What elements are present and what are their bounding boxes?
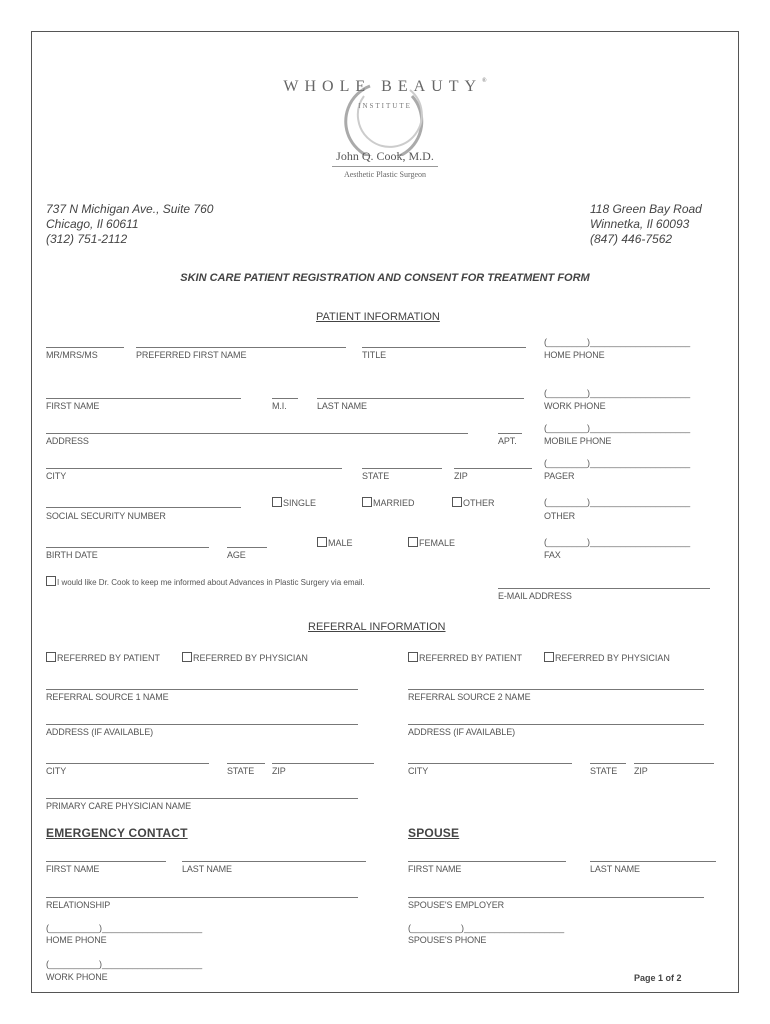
doctor-name: John Q. Cook, M.D. (336, 149, 434, 163)
referral-city-1-field[interactable] (46, 763, 209, 764)
emergency-last-name-field[interactable] (182, 861, 366, 862)
brand-institute: INSTITUTE (358, 102, 412, 110)
home-phone-label: HOME PHONE (544, 350, 605, 360)
section-referral-information: REFERRAL INFORMATION (308, 621, 446, 633)
checkbox-box-icon (362, 497, 372, 507)
brand-logo: WHOLE BEAUTY® (283, 78, 487, 95)
city-field[interactable] (46, 468, 342, 469)
title-field[interactable] (362, 347, 526, 348)
pcp-field[interactable] (46, 798, 358, 799)
pcp-label: PRIMARY CARE PHYSICIAN NAME (46, 801, 192, 811)
referral-address-2-field[interactable] (408, 724, 704, 725)
referral-state-1-label: STATE (227, 766, 255, 776)
spouse-phone-label: SPOUSE'S PHONE (408, 935, 487, 945)
checkbox-box-icon (317, 537, 327, 547)
section-patient-information: PATIENT INFORMATION (316, 311, 440, 323)
referral-state-2-field[interactable] (590, 763, 626, 764)
referral-zip-2-label: ZIP (634, 766, 648, 776)
referred-by-physician-1-checkbox[interactable]: REFERRED BY PHYSICIAN (182, 652, 308, 663)
spouse-last-name-label: LAST NAME (590, 864, 640, 874)
last-name-field[interactable] (317, 398, 524, 399)
referral-state-2-label: STATE (590, 766, 618, 776)
zip-label: ZIP (454, 471, 468, 481)
mobile-phone-label: MOBILE PHONE (544, 436, 612, 446)
apt-label: APT. (498, 436, 517, 446)
married-checkbox[interactable]: MARRIED (362, 497, 415, 508)
relationship-label: RELATIONSHIP (46, 900, 111, 910)
spouse-first-name-label: FIRST NAME (408, 864, 462, 874)
checkbox-box-icon (544, 652, 554, 662)
referred-by-patient-1-checkbox[interactable]: REFERRED BY PATIENT (46, 652, 160, 663)
referral-source-2-field[interactable] (408, 689, 704, 690)
spouse-employer-field[interactable] (408, 897, 704, 898)
first-name-label: FIRST NAME (46, 401, 100, 411)
work-phone-field[interactable]: (________)____________________ (544, 388, 691, 398)
checkbox-box-icon (46, 652, 56, 662)
checkbox-box-icon (46, 576, 56, 586)
zip-field[interactable] (454, 468, 532, 469)
referral-address-1-field[interactable] (46, 724, 358, 725)
other-phone-label: OTHER (544, 511, 576, 521)
address-label: ADDRESS (46, 436, 89, 446)
pager-label: PAGER (544, 471, 575, 481)
preferred-first-name-label: PREFERRED FIRST NAME (136, 350, 247, 360)
mobile-phone-field[interactable]: (________)____________________ (544, 423, 691, 433)
checkbox-box-icon (408, 652, 418, 662)
birth-date-field[interactable] (46, 547, 209, 548)
pager-field[interactable]: (________)____________________ (544, 458, 691, 468)
form-title: SKIN CARE PATIENT REGISTRATION AND CONSENT FOR TREATMENT FORM (180, 272, 590, 284)
referral-city-2-label: CITY (408, 766, 429, 776)
first-name-field[interactable] (46, 398, 241, 399)
referral-city-2-field[interactable] (408, 763, 572, 764)
emergency-work-phone-field[interactable]: (__________)____________________ (46, 959, 203, 969)
title-label: TITLE (362, 350, 387, 360)
address-field[interactable] (46, 433, 468, 434)
city-label: CITY (46, 471, 67, 481)
female-checkbox[interactable]: FEMALE (408, 537, 455, 548)
apt-field[interactable] (498, 433, 522, 434)
doctor-role: Aesthetic Plastic Surgeon (343, 170, 427, 179)
referral-state-1-field[interactable] (227, 763, 265, 764)
fax-field[interactable]: (________)____________________ (544, 537, 691, 547)
age-field[interactable] (227, 547, 267, 548)
referral-address-1-label: ADDRESS (IF AVAILABLE) (46, 727, 153, 737)
fax-label: FAX (544, 550, 561, 560)
mr-label: MR/MRS/MS (46, 350, 98, 360)
referred-by-physician-2-checkbox[interactable]: REFERRED BY PHYSICIAN (544, 652, 670, 663)
home-phone-field[interactable]: (________)____________________ (544, 337, 691, 347)
work-phone-label: WORK PHONE (544, 401, 606, 411)
emergency-home-phone-field[interactable]: (__________)____________________ (46, 923, 203, 933)
emergency-work-phone-label: WORK PHONE (46, 972, 108, 982)
referral-city-1-label: CITY (46, 766, 67, 776)
address-left: 737 N Michigan Ave., Suite 760 Chicago, Il 60611 (312) 751-2112 (46, 202, 214, 246)
state-field[interactable] (362, 468, 442, 469)
other-status-checkbox[interactable]: OTHER (452, 497, 495, 508)
single-checkbox[interactable]: SINGLE (272, 497, 316, 508)
male-checkbox[interactable]: MALE (317, 537, 353, 548)
email-label: E-MAIL ADDRESS (498, 591, 572, 601)
emergency-first-name-field[interactable] (46, 861, 166, 862)
preferred-first-name-field[interactable] (136, 347, 346, 348)
emergency-first-name-label: FIRST NAME (46, 864, 100, 874)
referral-zip-1-field[interactable] (272, 763, 374, 764)
mi-label: M.I. (272, 401, 287, 411)
age-label: AGE (227, 550, 246, 560)
emergency-last-name-label: LAST NAME (182, 864, 232, 874)
state-label: STATE (362, 471, 390, 481)
section-emergency-contact: EMERGENCY CONTACT (46, 826, 188, 840)
birth-date-label: BIRTH DATE (46, 550, 98, 560)
mi-field[interactable] (272, 398, 298, 399)
checkbox-box-icon (182, 652, 192, 662)
referred-by-patient-2-checkbox[interactable]: REFERRED BY PATIENT (408, 652, 522, 663)
referral-source-1-label: REFERRAL SOURCE 1 NAME (46, 692, 169, 702)
relationship-field[interactable] (46, 897, 358, 898)
address-right: 118 Green Bay Road Winnetka, Il 60093 (847) 446-7562 (590, 202, 702, 246)
spouse-last-name-field[interactable] (590, 861, 716, 862)
referral-source-2-label: REFERRAL SOURCE 2 NAME (408, 692, 531, 702)
checkbox-box-icon (408, 537, 418, 547)
referral-zip-2-field[interactable] (634, 763, 714, 764)
checkbox-box-icon (452, 497, 462, 507)
mr-field[interactable] (46, 347, 124, 348)
ssn-field[interactable] (46, 507, 241, 508)
spouse-employer-label: SPOUSE'S EMPLOYER (408, 900, 505, 910)
referral-zip-1-label: ZIP (272, 766, 286, 776)
spouse-phone-field[interactable]: (__________)____________________ (408, 923, 565, 933)
ssn-label: SOCIAL SECURITY NUMBER (46, 511, 166, 521)
emergency-home-phone-label: HOME PHONE (46, 935, 107, 945)
referral-address-2-label: ADDRESS (IF AVAILABLE) (408, 727, 515, 737)
referral-source-1-field[interactable] (46, 689, 358, 690)
spouse-first-name-field[interactable] (408, 861, 566, 862)
checkbox-box-icon (272, 497, 282, 507)
section-spouse: SPOUSE (408, 826, 460, 840)
last-name-label: LAST NAME (317, 401, 367, 411)
other-phone-field[interactable]: (________)____________________ (544, 497, 691, 507)
email-field[interactable] (498, 588, 710, 589)
page-number: Page 1 of 2 (634, 973, 682, 983)
newsletter-checkbox[interactable]: I would like Dr. Cook to keep me informed about Advances in Plastic Surgery via email. (46, 576, 365, 587)
